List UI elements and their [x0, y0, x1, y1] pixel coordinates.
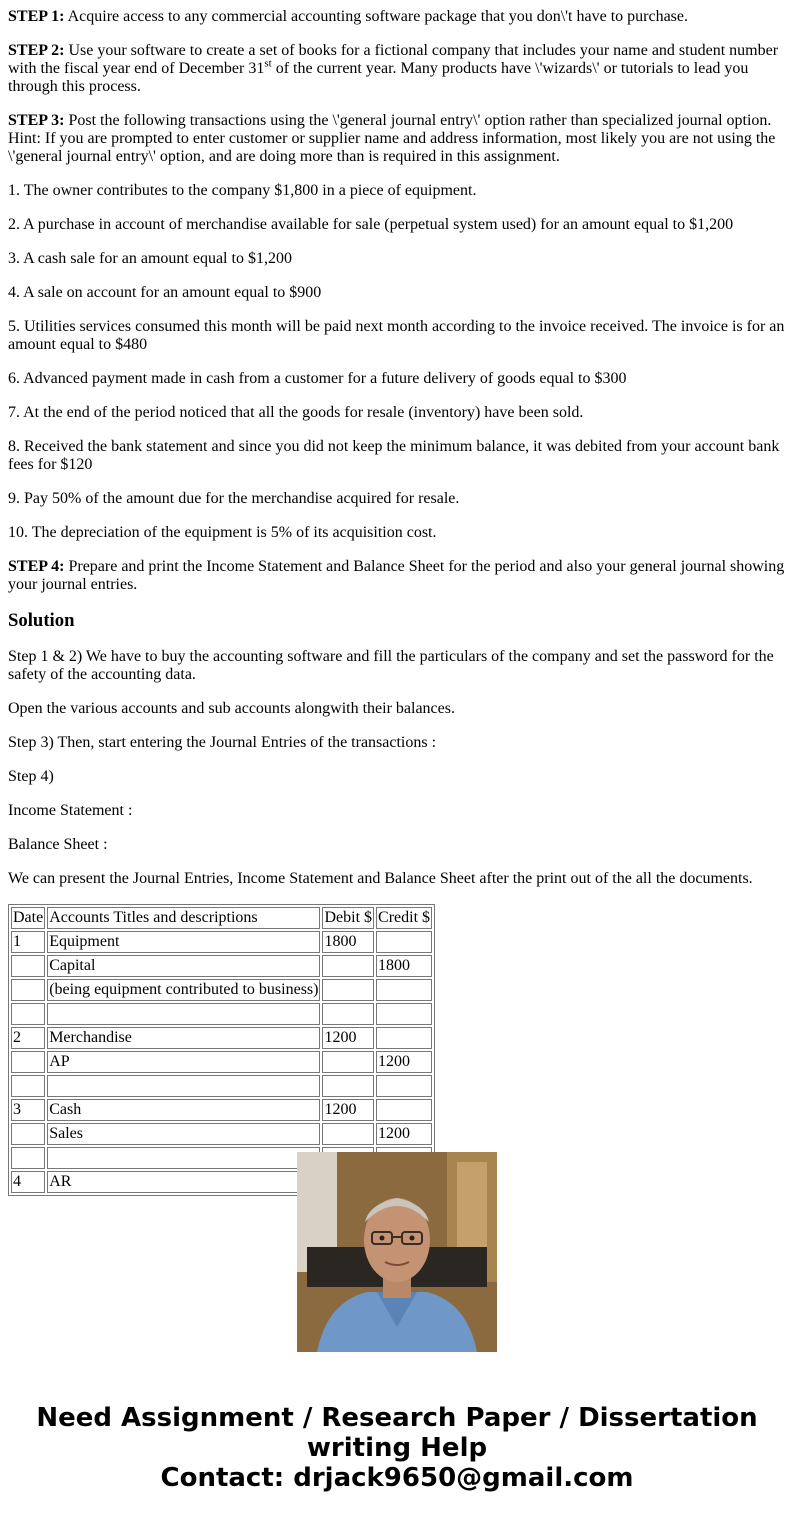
transaction-item: 2. A purchase in account of merchandise available for sale (perpetual system used) for an amount equal to $1,200	[8, 216, 734, 233]
credit-cell	[376, 931, 432, 953]
transaction-item: 9. Pay 50% of the amount due for the merchandise acquired for resale.	[8, 490, 460, 507]
date-cell: 4	[11, 1171, 45, 1193]
transaction-item: 5. Utilities services consumed this month will be paid next month according to the invoice received. The invoice is for an amount equal to $480	[8, 318, 785, 353]
debit-cell: 1800	[322, 931, 374, 953]
solution-paragraph: Step 3) Then, start entering the Journal Entries of the transactions :	[8, 734, 437, 751]
debit-cell	[322, 979, 374, 1001]
step2-paragraph: STEP 2: Use your software to create a set of books for a fictional company that includes your name and student number with the fiscal year end of December 31st of the current year. Many products have \'wizards\' or tutorials to lead you through this process.	[8, 42, 779, 95]
debit-cell: 1200	[322, 1099, 374, 1121]
table-row	[11, 931, 432, 953]
table-row	[11, 1027, 432, 1049]
footer-line: writing Help	[306, 1433, 488, 1463]
solution-heading: Solution	[8, 610, 75, 631]
transaction-item: 4. A sale on account for an amount equal to $900	[8, 284, 322, 301]
header-cell: Debit $	[322, 907, 374, 929]
footer-advertisement	[0, 1403, 794, 1493]
account-cell: Equipment	[47, 931, 320, 953]
date-cell	[11, 979, 45, 1001]
separator-row	[11, 1003, 432, 1025]
transaction-item: 10. The depreciation of the equipment is 5% of its acquisition cost.	[8, 524, 437, 541]
transaction-item: 3. A cash sale for an amount equal to $1,200	[8, 250, 292, 267]
date-cell	[11, 1123, 45, 1145]
credit-cell: 1800	[376, 955, 432, 977]
author-portrait-image	[297, 1152, 497, 1352]
contact-email: Contact: drjack9650@gmail.com	[160, 1463, 634, 1493]
table-row	[11, 979, 432, 1001]
solution-paragraph: Balance Sheet :	[8, 836, 108, 853]
journal-table-container	[8, 904, 786, 1190]
solution-paragraph: We can present the Journal Entries, Income Statement and Balance Sheet after the print out of the all the documents.	[8, 870, 753, 887]
account-cell: Capital	[47, 955, 320, 977]
transaction-item: 6. Advanced payment made in cash from a customer for a future delivery of goods equal to $300	[8, 370, 627, 387]
date-cell: 2	[11, 1027, 45, 1049]
date-cell: 1	[11, 931, 45, 953]
solution-paragraph: Income Statement :	[8, 802, 133, 819]
account-cell: AP	[47, 1051, 320, 1073]
footer-line: Need Assignment / Research Paper / Dissertation	[36, 1403, 758, 1433]
credit-cell: 1200	[376, 1051, 432, 1073]
date-cell: 3	[11, 1099, 45, 1121]
credit-cell	[376, 1027, 432, 1049]
table-header-row	[11, 907, 432, 929]
debit-cell	[322, 1123, 374, 1145]
account-cell: Merchandise	[47, 1027, 320, 1049]
header-cell: Date	[11, 907, 45, 929]
transaction-item: 8. Received the bank statement and since you did not keep the minimum balance, it was debited from your account bank fees for $120	[8, 438, 780, 473]
document-body	[8, 8, 786, 1190]
step4-paragraph: STEP 4: Prepare and print the Income Statement and Balance Sheet for the period and also your general journal showing your journal entries.	[8, 558, 785, 593]
account-cell: (being equipment contributed to business)	[47, 979, 320, 1001]
step1-paragraph: STEP 1: Acquire access to any commercial accounting software package that you don\'t have to purchase.	[8, 8, 688, 25]
solution-paragraph: Step 4)	[8, 768, 54, 785]
solution-paragraph: Open the various accounts and sub accounts alongwith their balances.	[8, 700, 455, 717]
header-cell: Accounts Titles and descriptions	[47, 907, 320, 929]
transaction-item: 1. The owner contributes to the company $1,800 in a piece of equipment.	[8, 182, 477, 199]
step3-paragraph: STEP 3: Post the following transactions using the \'general journal entry\' option rather than specialized journal option. Hint: If you are prompted to enter customer or supplier name and address information, most likely you are not using the \'general journal entry\' option, and are doing more than is required in this assignment.	[8, 112, 776, 165]
header-cell: Credit $	[376, 907, 432, 929]
table-row	[11, 955, 432, 977]
date-cell	[11, 1051, 45, 1073]
transaction-item: 7. At the end of the period noticed that all the goods for resale (inventory) have been sold.	[8, 404, 584, 421]
credit-cell: 1200	[376, 1123, 432, 1145]
debit-cell	[322, 955, 374, 977]
table-row	[11, 1051, 432, 1073]
credit-cell	[376, 1099, 432, 1121]
date-cell	[11, 955, 45, 977]
author-photo	[297, 1152, 497, 1352]
separator-row	[11, 1075, 432, 1097]
account-cell: Sales	[47, 1123, 320, 1145]
credit-cell	[376, 979, 432, 1001]
debit-cell	[322, 1051, 374, 1073]
solution-paragraph: Step 1 & 2) We have to buy the accounting software and fill the particulars of the company and set the password for the safety of the accounting data.	[8, 648, 774, 683]
account-cell: Cash	[47, 1099, 320, 1121]
table-row	[11, 1123, 432, 1145]
table-row	[11, 1099, 432, 1121]
account-cell: AR	[47, 1171, 320, 1193]
debit-cell: 1200	[322, 1027, 374, 1049]
